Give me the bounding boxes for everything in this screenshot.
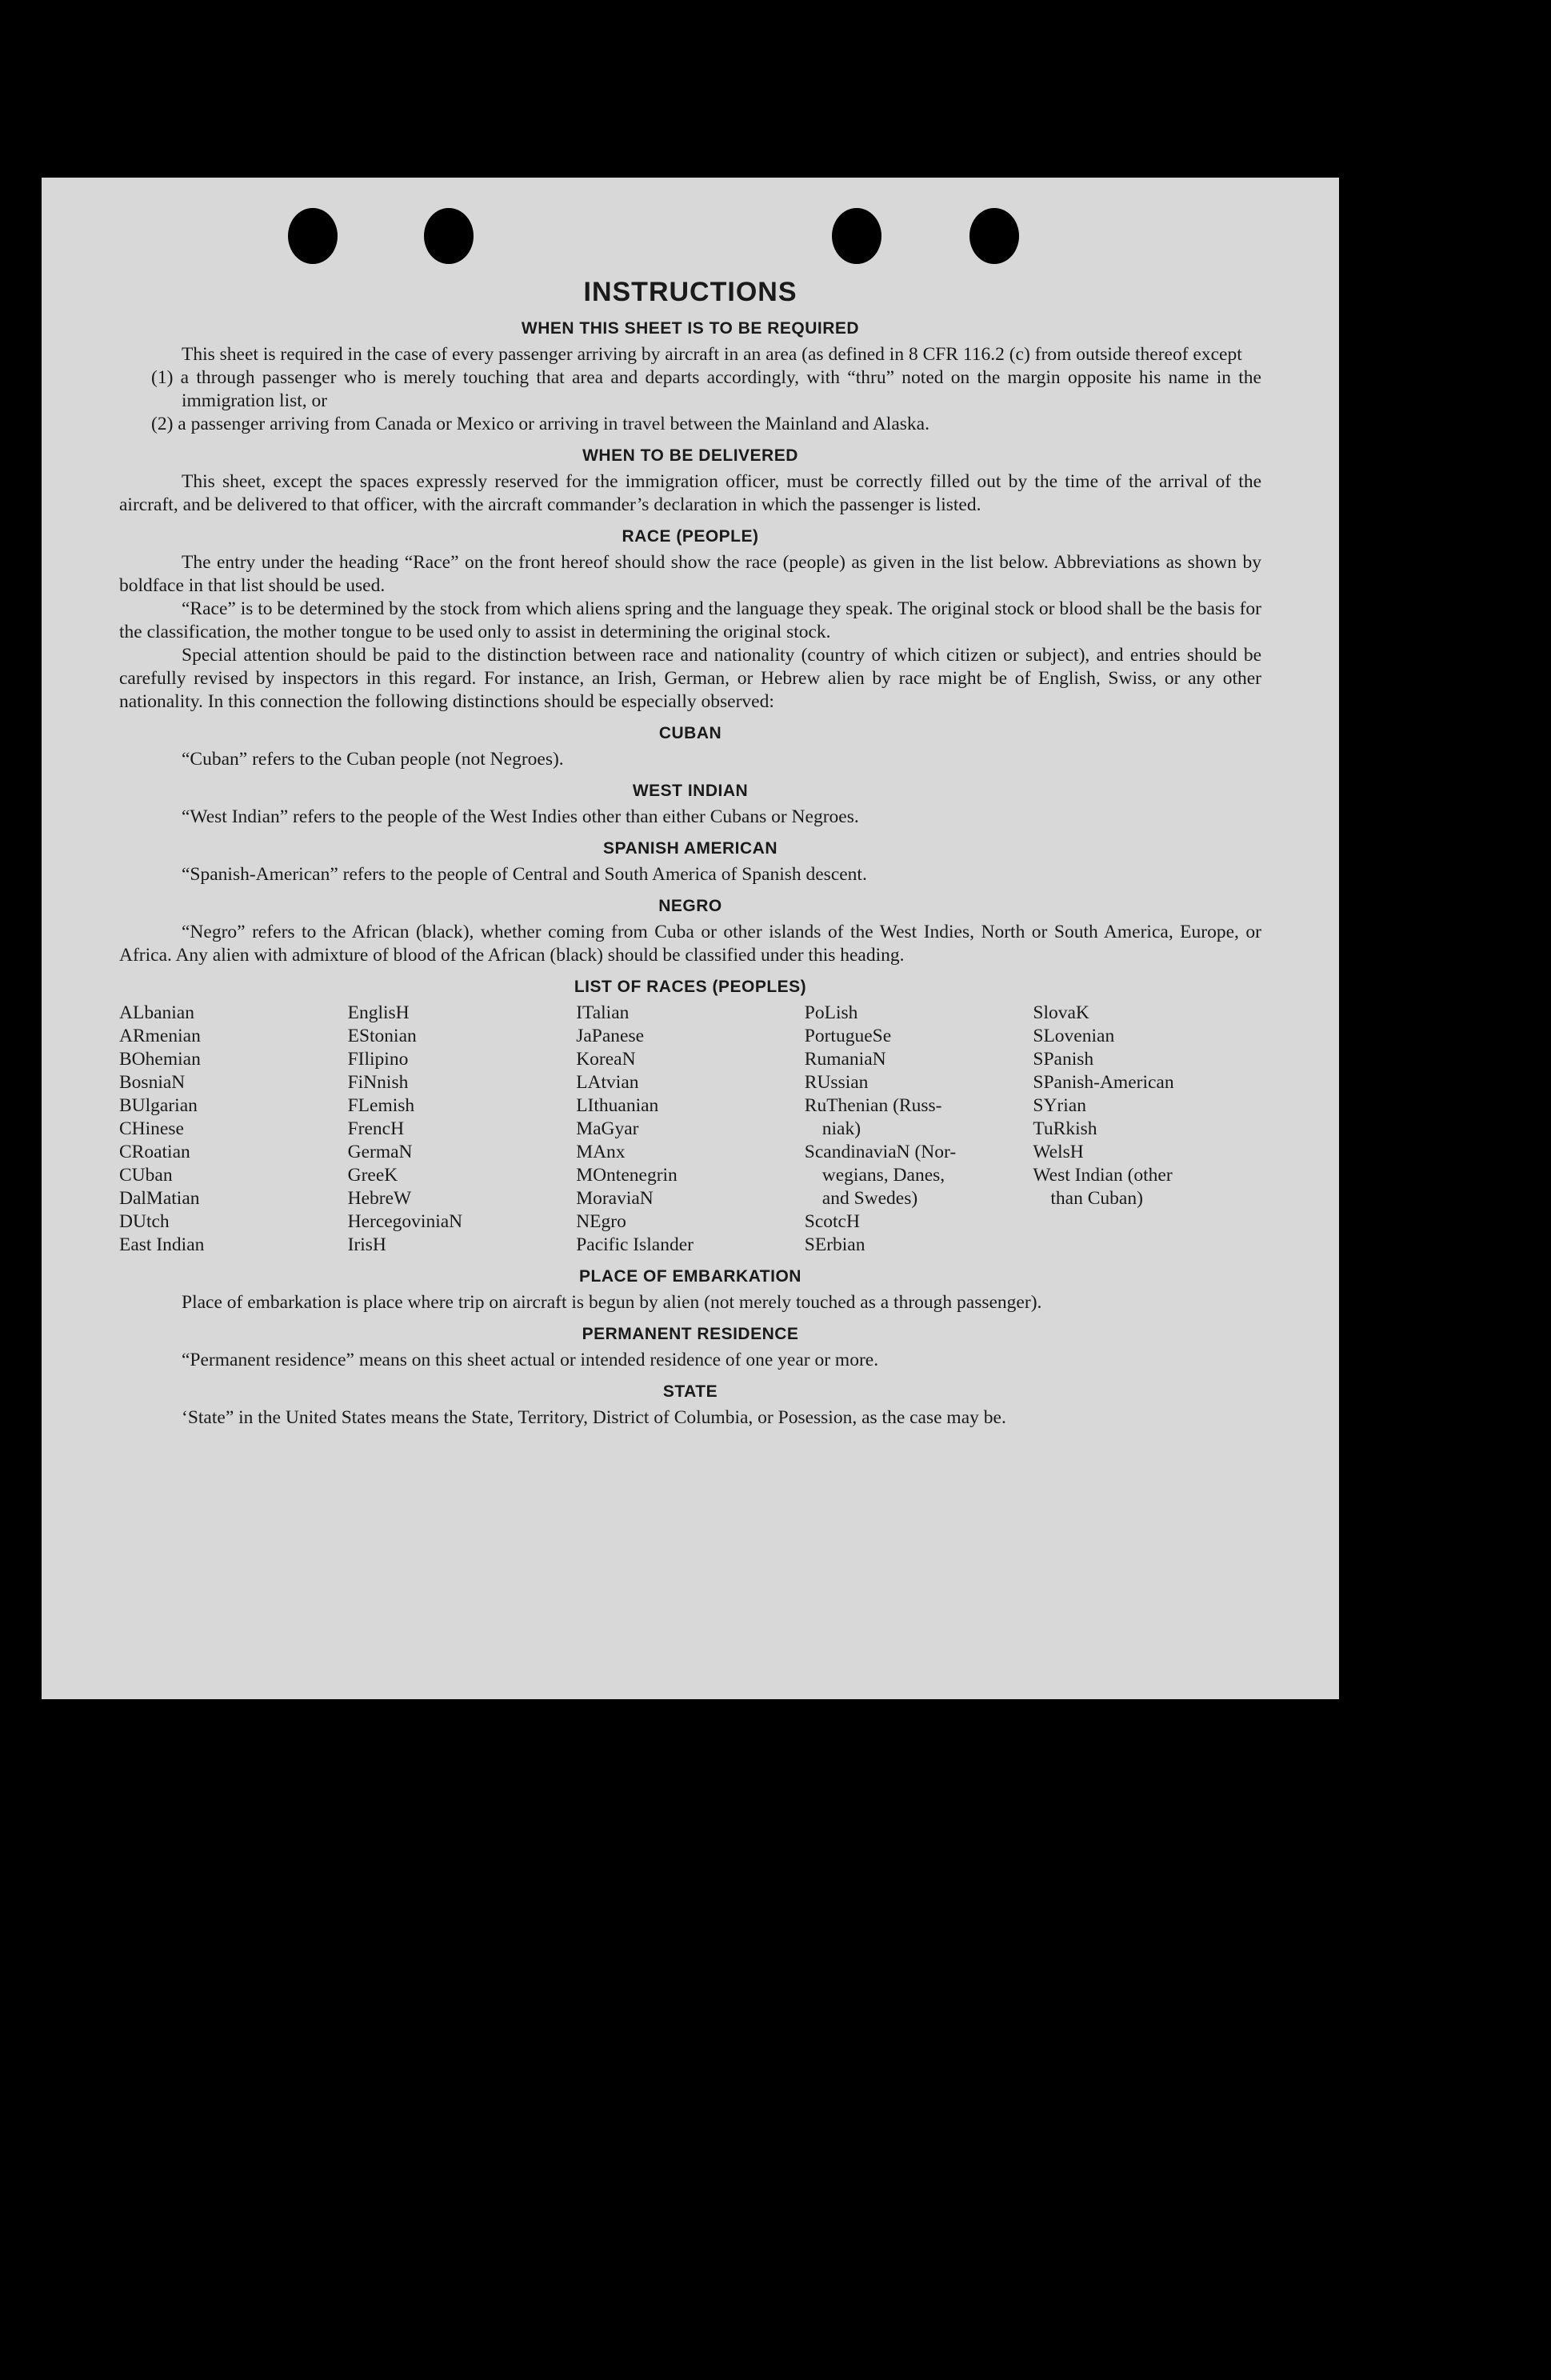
race-list-item: KoreaN (576, 1049, 636, 1070)
race-list-item: niak) (821, 1118, 861, 1139)
race-list-item: CRoatian (119, 1142, 190, 1162)
race-list-item: IrisH (347, 1234, 386, 1255)
race-list-item: BOhemian (119, 1049, 201, 1070)
paragraph: “Race” is to be determined by the stock from which aliens spring and the language they speak. The original stock or blood shall be the basis for the classification, the mother tongue to be used only to assist in determining the original stock. (119, 598, 1261, 642)
race-list-item: EStonian (347, 1026, 417, 1046)
race-list-item: and Swedes) (821, 1188, 918, 1209)
section-heading: LIST OF RACES (PEOPLES) (574, 978, 807, 996)
paragraph: “Negro” refers to the African (black), whether coming from Cuba or other islands of the West Indies, North or South America, Europe, or Africa. Any alien with admixture of blood of the African (black) should be classified under this heading. (119, 922, 1261, 966)
race-list-item: GermaN (347, 1142, 413, 1162)
section-heading: RACE (PEOPLE) (622, 527, 759, 546)
section-heading: NEGRO (658, 897, 722, 915)
race-list-item: LIthuanian (576, 1095, 659, 1116)
list-item: (2) a passenger arriving from Canada or Mexico or arriving in travel between the Mainland and Alaska. (151, 414, 929, 434)
section-heading: PLACE OF EMBARKATION (579, 1267, 801, 1286)
paragraph: This sheet, except the spaces expressly reserved for the immigration officer, must be correctly filled out by the time of the arrival of the aircraft, and be delivered to that officer, with the aircraft commander’s declaration in which the passenger is listed. (119, 471, 1261, 515)
race-list-item: SPanish (1033, 1049, 1094, 1070)
race-list-item: FrencH (347, 1118, 405, 1139)
section-heading: WHEN TO BE DELIVERED (582, 446, 798, 465)
race-list-item: Pacific Islander (576, 1234, 694, 1255)
race-list-item: wegians, Danes, (821, 1165, 945, 1186)
race-list-item: CUban (119, 1165, 173, 1186)
section-heading: SPANISH AMERICAN (602, 839, 777, 858)
paragraph: This sheet is required in the case of every passenger arriving by aircraft in an area (as defined in 8 CFR 116.2 (c) from outside thereof except (182, 344, 1242, 365)
paragraph: “Spanish-American” refers to the people of Central and South America of Spanish descent. (182, 864, 867, 885)
race-list-item: MOntenegrin (576, 1165, 678, 1186)
race-list-item: ARmenian (119, 1026, 201, 1046)
race-list-item: FLemish (347, 1095, 415, 1116)
race-list-item: MaGyar (576, 1118, 639, 1139)
race-list-item: ScotcH (804, 1211, 860, 1232)
race-list-item: RUssian (804, 1072, 869, 1093)
race-list-item: NEgro (576, 1211, 626, 1232)
race-list-item: WelsH (1033, 1142, 1084, 1162)
race-list-item: PortugueSe (804, 1026, 892, 1046)
race-list-item: East Indian (119, 1234, 205, 1255)
paragraph: The entry under the heading “Race” on the front hereof should show the race (people) as given in the list below. Abbreviations as shown by boldface in that list should be used. (119, 552, 1261, 596)
race-list-item: SLovenian (1033, 1026, 1115, 1046)
paragraph: “West Indian” refers to the people of the West Indies other than either Cubans or Negroes. (182, 806, 859, 827)
paragraph: “Permanent residence” means on this sheet actual or intended residence of one year or more. (182, 1350, 879, 1370)
section-heading: WEST INDIAN (632, 782, 749, 800)
race-column (119, 1002, 348, 1257)
race-list-item: DUtch (119, 1211, 170, 1232)
punch-hole (424, 208, 474, 264)
list-item: (1) a through passenger who is merely touching that area and departs accordingly, with “thru” noted on the margin opposite his name in the immigration list, or (151, 367, 1261, 411)
race-list-item: SErbian (804, 1234, 865, 1255)
race-column (576, 1002, 805, 1257)
section-heading: PERMANENT RESIDENCE (582, 1325, 799, 1343)
race-list-item: HebreW (347, 1188, 412, 1209)
race-list (119, 1002, 1261, 1257)
race-list-item: TuRkish (1033, 1118, 1097, 1139)
race-list-item: ScandinaviaN (Nor- (804, 1142, 957, 1162)
punch-hole (969, 208, 1019, 264)
race-list-item: BosniaN (119, 1072, 186, 1093)
race-list-item: RumaniaN (804, 1049, 886, 1070)
race-column (805, 1002, 1033, 1257)
race-list-item: HercegoviniaN (347, 1211, 463, 1232)
paragraph: Special attention should be paid to the distinction between race and nationality (country of which citizen or subject), and entries should be carefully revised by inspectors in this regard. For instance, an Irish, German, or Hebrew alien by race might be of English, Swiss, or any other nationality. In this connection the following distinctions should be especially observed: (119, 645, 1261, 712)
punch-hole (288, 208, 338, 264)
race-list-item: than Cuban) (1050, 1188, 1143, 1209)
section-heading: STATE (662, 1382, 718, 1401)
paragraph: “Cuban” refers to the Cuban people (not Negroes). (182, 749, 564, 770)
race-list-item: ALbanian (119, 1002, 194, 1023)
race-list-item: ITalian (576, 1002, 630, 1023)
section-heading: CUBAN (658, 724, 722, 742)
race-list-item: CHinese (119, 1118, 184, 1139)
paragraph: Place of embarkation is place where trip on aircraft is begun by alien (not merely touched as a through passenger). (182, 1292, 1042, 1313)
race-list-item: SPanish-American (1033, 1072, 1174, 1093)
race-list-item: FIlipino (347, 1049, 409, 1070)
document-page (42, 178, 1339, 1699)
race-list-item: DalMatian (119, 1188, 200, 1209)
race-list-item: MoraviaN (576, 1188, 654, 1209)
race-list-item: West Indian (other (1033, 1165, 1173, 1186)
race-list-item: SlovaK (1033, 1002, 1089, 1023)
instructions-body (119, 275, 1261, 1430)
race-list-item: SYrian (1033, 1095, 1086, 1116)
page-title: INSTRUCTIONS (583, 277, 797, 307)
punch-hole (832, 208, 881, 264)
race-list-item: PoLish (804, 1002, 858, 1023)
race-column (1033, 1002, 1261, 1257)
race-list-item: FiNnish (347, 1072, 409, 1093)
race-list-item: JaPanese (576, 1026, 645, 1046)
race-list-item: EnglisH (347, 1002, 410, 1023)
race-list-item: MAnx (576, 1142, 626, 1162)
race-column (348, 1002, 577, 1257)
section-heading: WHEN THIS SHEET IS TO BE REQUIRED (521, 319, 860, 338)
race-list-item: LAtvian (576, 1072, 639, 1093)
race-list-item: BUlgarian (119, 1095, 198, 1116)
race-list-item: GreeK (347, 1165, 398, 1186)
race-list-item: RuThenian (Russ- (804, 1095, 942, 1116)
paragraph: ‘State” in the United States means the State, Territory, District of Columbia, or Posession, as the case may be. (182, 1407, 1006, 1428)
